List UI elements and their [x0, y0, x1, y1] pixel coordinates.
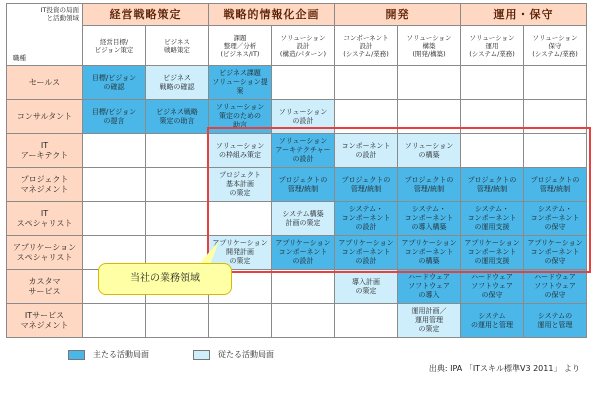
- role-label: コンサルタント: [7, 100, 83, 134]
- matrix-cell: システム・ コンポーネント の導入構築: [398, 202, 461, 236]
- corner-cell: [7, 4, 83, 66]
- activity-header: ソリューション 保守 (システム/業務): [524, 26, 587, 66]
- legend-swatch-main: [68, 350, 85, 360]
- phase-header-planning: 戦略的情報化企画: [209, 4, 335, 26]
- corner-top-line2: と活動領域: [46, 14, 79, 22]
- legend-item-main: [68, 349, 149, 360]
- matrix-cell: プロジェクト 基本計画 の策定: [209, 168, 272, 202]
- role-label: IT スペシャリスト: [7, 202, 83, 236]
- matrix-cell: プロジェクトの 管理/統制: [461, 168, 524, 202]
- phase-header-strategy: 経営戦略策定: [83, 4, 209, 26]
- legend-label-main: 主たる活動局面: [93, 350, 149, 359]
- matrix-cell: [524, 66, 587, 100]
- legend-swatch-sub: [193, 350, 210, 360]
- activity-header: ソリューション 運用 (システム/業務): [461, 26, 524, 66]
- matrix-cell: ソリューション アーキテクチャー の設計: [272, 134, 335, 168]
- matrix-cell: [83, 304, 146, 338]
- matrix-cell: ソリューション の設計: [272, 100, 335, 134]
- matrix-cell: コンポーネント の設計: [335, 134, 398, 168]
- corner-role-label: 職種: [13, 54, 26, 62]
- matrix-cell: プロジェクトの 管理/統制: [335, 168, 398, 202]
- matrix-cell: [461, 66, 524, 100]
- matrix-cell: ハードウェア ソフトウェア の保守: [524, 270, 587, 304]
- matrix-cell: ハードウェア ソフトウェア の保守: [461, 270, 524, 304]
- matrix-cell: プロジェクトの 管理/統制: [398, 168, 461, 202]
- matrix-cell: ハードウェア ソフトウェア の導入: [398, 270, 461, 304]
- role-label: IT アーキテクト: [7, 134, 83, 168]
- matrix-cell: プロジェクトの 管理/統制: [524, 168, 587, 202]
- matrix-cell: 導入計画 の策定: [335, 270, 398, 304]
- matrix-cell: アプリケーション コンポーネント の構築: [398, 236, 461, 270]
- matrix-cell: システム・ コンポーネント の運用支援: [461, 202, 524, 236]
- activity-header: コンポーネント 設計 (システム/業務): [335, 26, 398, 66]
- matrix-cell: 運用計画／ 運用管理 の策定: [398, 304, 461, 338]
- matrix-cell: 目標/ビジョン の提言: [83, 100, 146, 134]
- matrix-cell: アプリケーション コンポーネント の運用支援: [461, 236, 524, 270]
- matrix-cell: [146, 134, 209, 168]
- matrix-cell: アプリケーション 開発計画 の策定: [209, 236, 272, 270]
- matrix-cell: [398, 66, 461, 100]
- corner-top-line1: IT投資の局面: [40, 6, 79, 14]
- matrix-cell: アプリケーション コンポーネント の設計: [335, 236, 398, 270]
- matrix-cell: [146, 202, 209, 236]
- matrix-cell: ソリューション の構築: [398, 134, 461, 168]
- matrix-cell: システム の運用と管理: [461, 304, 524, 338]
- matrix-cell: [272, 66, 335, 100]
- source-note: 出典: IPA 「ITスキル標準V3 2011」 より: [428, 364, 580, 373]
- business-scope-callout: 当社の業務領域: [98, 263, 232, 295]
- matrix-cell: [272, 304, 335, 338]
- matrix-cell: システムの 運用と管理: [524, 304, 587, 338]
- matrix-cell: [335, 66, 398, 100]
- matrix-cell: プロジェクトの 管理/統制: [272, 168, 335, 202]
- matrix-cell: ビジネス 戦略の確認: [146, 66, 209, 100]
- matrix-cell: システム・ コンポーネント の保守: [524, 202, 587, 236]
- matrix-cell: [272, 270, 335, 304]
- matrix-cell: ソリューション の枠組み策定: [209, 134, 272, 168]
- phase-header-operation: 運用・保守: [461, 4, 587, 26]
- activity-header: ソリューション 設計 (構造/パターン): [272, 26, 335, 66]
- matrix-cell: [146, 168, 209, 202]
- matrix-cell: [83, 168, 146, 202]
- activity-header: ソリューション 構築 (開発/構築): [398, 26, 461, 66]
- role-row: [7, 304, 587, 338]
- role-label: アプリケーション スペシャリスト: [7, 236, 83, 270]
- matrix-cell: [146, 304, 209, 338]
- matrix-cell: ソリューション 策定のための 助言: [209, 100, 272, 134]
- matrix-cell: システム・ コンポーネント の設計: [335, 202, 398, 236]
- matrix-cell: [83, 202, 146, 236]
- matrix-cell: [335, 304, 398, 338]
- role-row: [7, 270, 587, 304]
- matrix-cell: アプリケーション コンポーネント の設計: [272, 236, 335, 270]
- role-label: カスタマ サービス: [7, 270, 83, 304]
- role-label: ITサービス マネジメント: [7, 304, 83, 338]
- matrix-cell: システム構築 計画の策定: [272, 202, 335, 236]
- matrix-cell: 目標/ビジョン の確認: [83, 66, 146, 100]
- phase-header-development: 開発: [335, 4, 461, 26]
- role-label: セールス: [7, 66, 83, 100]
- legend-label-sub: 従たる活動局面: [218, 350, 274, 359]
- role-row: [7, 66, 587, 100]
- activity-header: ビジネス 戦略策定: [146, 26, 209, 66]
- matrix-cell: [209, 304, 272, 338]
- legend-item-sub: [193, 349, 274, 360]
- activity-header: 課題 整理／分析 (ビジネス/IT): [209, 26, 272, 66]
- matrix-cell: アプリケーション コンポーネント の保守: [524, 236, 587, 270]
- matrix-cell: ビジネス課題 ソリューション提案: [209, 66, 272, 100]
- role-label: プロジェクト マネジメント: [7, 168, 83, 202]
- matrix-cell: ビジネス戦略 策定の助言: [146, 100, 209, 134]
- matrix-cell: [83, 134, 146, 168]
- activity-header: 経営目標/ ビジョン策定: [83, 26, 146, 66]
- business-scope-frame: [207, 127, 591, 273]
